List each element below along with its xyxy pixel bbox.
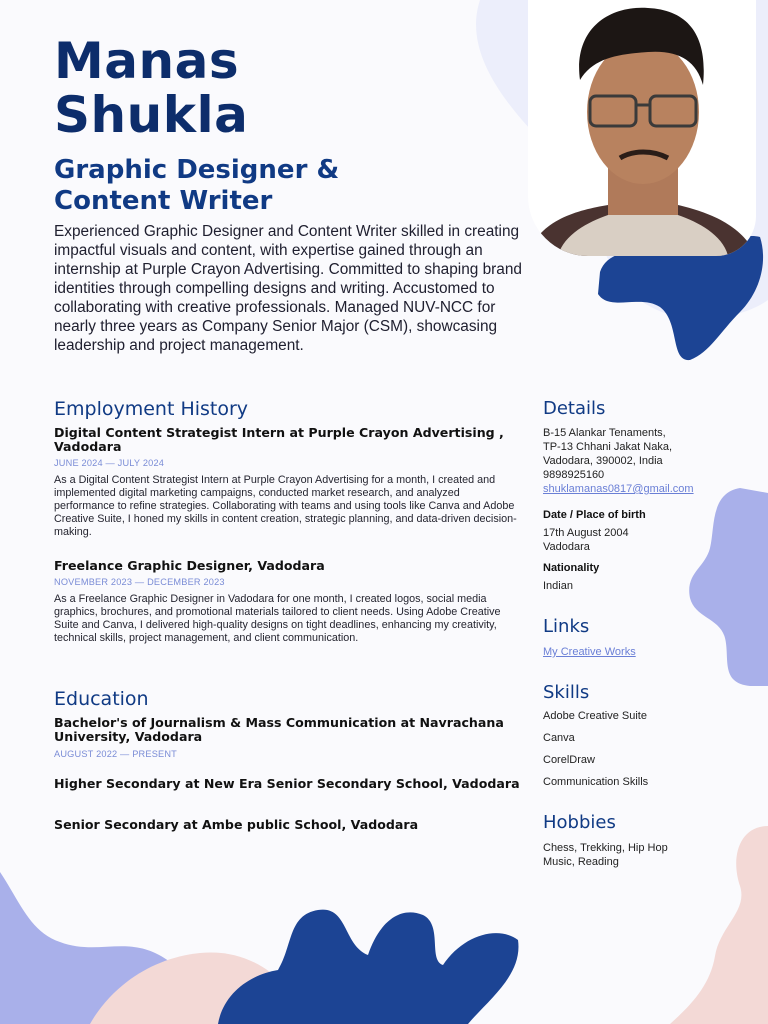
place-of-birth: Vadodara	[543, 541, 590, 553]
address-line-1: B-15 Alankar Tenaments,	[543, 427, 666, 439]
avatar	[528, 0, 756, 256]
job-title-1: Digital Content Strategist Intern at Purple Crayon Advertising , Vadodara	[54, 425, 504, 454]
address-line-2: TP-13 Chhani Jakat Naka,	[543, 441, 673, 453]
skills-heading: Skills	[543, 682, 590, 703]
hobbies-line-2: Music, Reading	[543, 856, 619, 868]
name-line-2: Shukla	[54, 86, 249, 144]
employment-heading: Employment History	[54, 398, 249, 420]
education-item-2: Higher Secondary at New Era Senior Secondary School, Vadodara	[54, 776, 520, 791]
job-role	[54, 155, 339, 217]
dob-block	[543, 526, 743, 554]
email-link[interactable]: shuklamanas0817@gmail.com	[543, 483, 694, 495]
hobbies-text	[543, 841, 743, 869]
role-line-2: Content Writer	[54, 186, 273, 216]
education-item-3: Senior Secondary at Ambe public School, Vadodara	[54, 817, 419, 832]
hobbies-line-1: Chess, Trekking, Hip Hop	[543, 842, 668, 854]
profile-summary: Experienced Graphic Designer and Content Writer skilled in creating impactful visuals and content, with expertise gained through an internship at Purple Crayon Advertising. Committed to shaping brand identities through compelling designs and writing. Accustomed to collaborating with creative professionals. Managed NUV-NCC for nearly three years as Company Senior Major (CSM), showcasing leadership and project management.	[54, 223, 522, 354]
creative-works-link[interactable]: My Creative Works	[543, 646, 636, 658]
bottom-navy-leaf-shape	[218, 905, 523, 1024]
job-desc-2: As a Freelance Graphic Designer in Vadodara for one month, I created logos, social media graphics, brochures, and promotional materials tailored to client needs. Using Adobe Creative Suite and Canva, I delivered high-quality designs on tight deadlines, enhancing my creativity, technical skills, project management, and client communication.	[54, 593, 501, 644]
date-of-birth: 17th August 2004	[543, 527, 629, 539]
address-line-3: Vadodara, 390002, India	[543, 455, 663, 467]
nationality-value: Indian	[543, 580, 573, 592]
details-heading: Details	[543, 398, 606, 419]
job-title-2: Freelance Graphic Designer, Vadodara	[54, 558, 325, 573]
profile-photo	[528, 0, 756, 256]
phone-number: 9898925160	[543, 469, 605, 481]
education-date-1: AUGUST 2022 — PRESENT	[54, 749, 177, 759]
name-line-1: Manas	[54, 32, 240, 90]
skill-item: Adobe Creative Suite	[543, 710, 647, 722]
job-date-2: NOVEMBER 2023 — DECEMBER 2023	[54, 577, 225, 587]
education-heading: Education	[54, 688, 149, 710]
job-desc-1: As a Digital Content Strategist Intern at Purple Crayon Advertising for a month, I created and implemented digital marketing campaigns, conducted market research, and analyzed performance to refine strategies. Collaborating with teams and using tools like Canva and Adobe Creative Suite, I honed my skills in content creation, strategic planning, and data-driven decision-making.	[54, 474, 517, 538]
hobbies-heading: Hobbies	[543, 812, 616, 833]
candidate-name	[54, 34, 248, 142]
education-item-1: Bachelor's of Journalism & Mass Communication at Navrachana University, Vadodara	[54, 715, 504, 744]
skill-item: CorelDraw	[543, 754, 595, 766]
nationality-label: Nationality	[543, 562, 600, 574]
links-heading: Links	[543, 616, 590, 637]
address-block	[543, 426, 743, 496]
dob-label: Date / Place of birth	[543, 509, 646, 521]
job-date-1: JUNE 2024 — JULY 2024	[54, 458, 165, 468]
skill-item: Communication Skills	[543, 776, 649, 788]
role-line-1: Graphic Designer &	[54, 155, 340, 185]
skill-item: Canva	[543, 732, 575, 744]
